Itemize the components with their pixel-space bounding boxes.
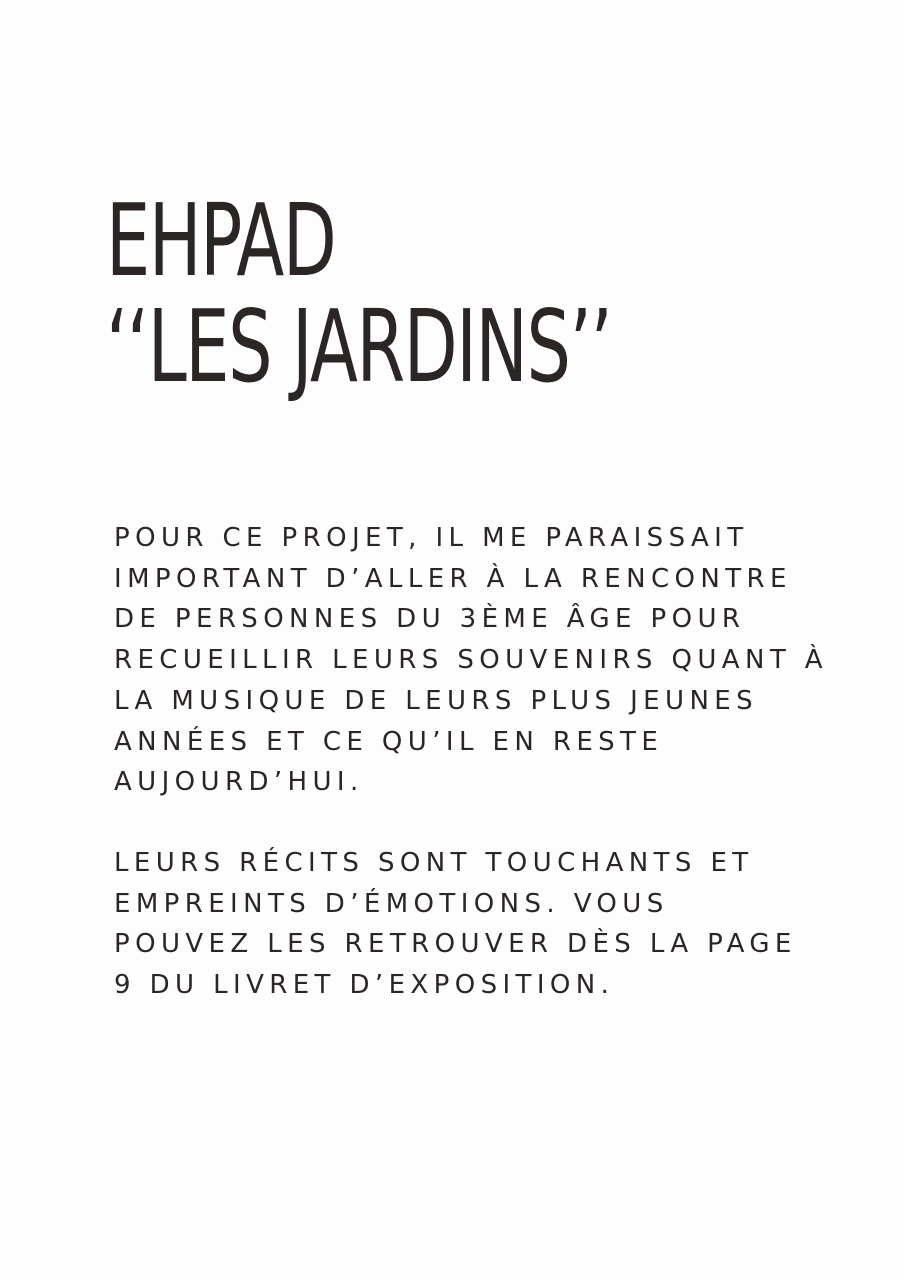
text-line: IMPORTANT D’ALLER À LA RENCONTRE [114,563,792,594]
text-line: ANNÉES ET CE QU’IL EN RESTE [114,726,664,757]
text-line: RECUEILLIR LEURS SOUVENIRS QUANT À [114,645,828,676]
text-line: POUR CE PROJET, IL ME PARAISSAIT [114,523,749,553]
text-line: LEURS RÉCITS SONT TOUCHANTS ET [114,847,754,878]
title-line-1: EHPAD [106,182,336,299]
paragraph-intro [114,518,834,803]
body-text [114,518,834,1006]
text-line: LA MUSIQUE DE LEURS PLUS JEUNES [114,685,759,716]
text-line: EMPREINTS D’ÉMOTIONS. VOUS [114,888,669,919]
page-title [106,182,612,405]
text-line: AUJOURD’HUI. [114,767,364,798]
text-line: POUVEZ LES RETROUVER DÈS LA PAGE [114,929,797,960]
text-line: DE PERSONNES DU 3ÈME ÂGE POUR [114,604,746,635]
title-line-2: ‘‘LES JARDINS’’ [106,288,612,405]
paragraph-stories [114,843,834,1006]
text-line: 9 DU LIVRET D’EXPOSITION. [114,970,615,1001]
